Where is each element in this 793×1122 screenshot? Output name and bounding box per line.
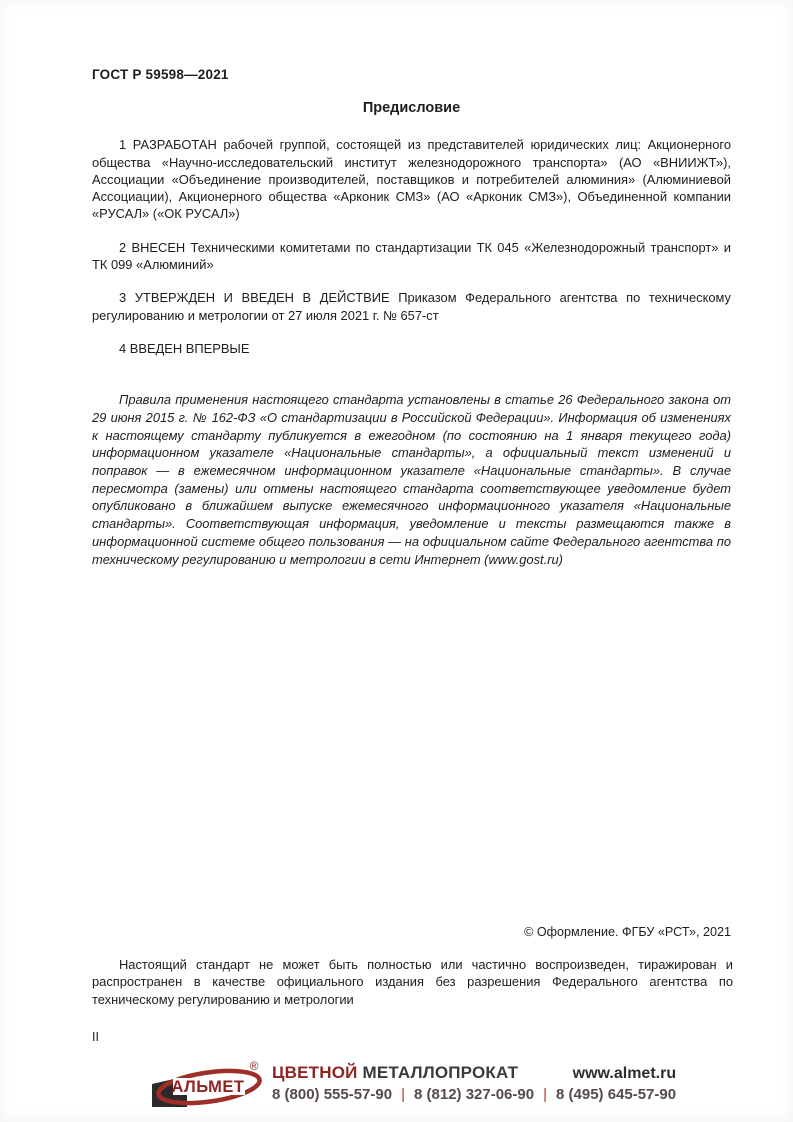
preface-item-2-submitted: 2 ВНЕСЕН Техническими комитетами по стандартизации ТК 045 «Железнодорожный транспорт» и ТК 099 «Алюминий» <box>92 239 731 273</box>
registered-trademark-icon: ® <box>249 1059 259 1073</box>
banner-phones-row <box>272 1086 676 1103</box>
tagline-accent-word: ЦВЕТНОЙ <box>272 1063 358 1082</box>
page-number: II <box>92 1030 99 1044</box>
phone-separator: | <box>543 1086 547 1103</box>
preface-item-3-approved: 3 УТВЕРЖДЕН И ВВЕДЕН В ДЕЙСТВИЕ Приказом Федерального агентства по техническому регулированию и метрологии от 27 июля 2021 г. № 657-ст <box>92 290 731 323</box>
banner-tagline <box>272 1063 518 1083</box>
almet-ad-banner <box>150 1052 677 1114</box>
preface-item-4-first-edition: 4 ВВЕДЕН ВПЕРВЫЕ <box>119 340 250 356</box>
phone-separator: | <box>401 1086 405 1103</box>
phone-number-812: 8 (812) 327-06-90 <box>414 1086 535 1103</box>
phone-number-800: 8 (800) 555-57-90 <box>272 1086 393 1103</box>
banner-text-block <box>272 1063 676 1103</box>
logo-text: АЛЬМЕТ <box>171 1078 245 1096</box>
copyright-line: © Оформление. ФГБУ «РСТ», 2021 <box>524 925 731 939</box>
almet-logo-icon <box>150 1054 268 1112</box>
phone-number-495: 8 (495) 645-57-90 <box>556 1086 677 1103</box>
banner-website-url: www.almet.ru <box>572 1065 677 1082</box>
application-rules-note: Правила применения настоящего стандарта установлены в статье 26 Федерального закона от 29 июня 2015 г. № 162-ФЗ «О стандартизации в Российской Федерации». Информация об изменениях к настоящему стандарту публикуется в ежегодном (по состоянию на 1 января текущего года) информационном указателе «Национальные стандарты», а официальный текст изменений и поправок — в ежемесячном информационном указателе «Национальные стандарты». В случае пересмотра (замены) или отмены настоящего стандарта соответствующее уведомление будет опубликовано в ближайшем выпуске ежемесячного информационного указателя «Национальные стандарты». Соответствующая информация, уведомление и тексты размещаются также в информационной системе общего пользования — на официальном сайте Федерального агентства по техническому регулированию и метрологии в сети Интернет (www.gost.ru) <box>92 392 731 567</box>
preface-title: Предисловие <box>362 100 461 116</box>
document-code: ГОСТ Р 59598—2021 <box>92 67 229 82</box>
banner-tagline-row <box>272 1063 676 1083</box>
tagline-rest-word: МЕТАЛЛОПРОКАТ <box>362 1063 519 1082</box>
preface-content <box>92 100 731 581</box>
reproduction-restriction-note: Настоящий стандарт не может быть полностью или частично воспроизведен, тиражирован и распространен в качестве официального издания без разрешения Федерального агентства по техническому регулированию и метрологии <box>92 957 733 1007</box>
preface-item-1-developed: 1 РАЗРАБОТАН рабочей группой, состоящей из представителей юридических лиц: Акционерного общества «Научно-исследовательский институт железнодорожного транспорта» (АО «ВНИИЖТ»), Ассоциации «Объединение производителей, поставщиков и потребителей алюминия» (Алюминиевой Ассоциации), Акционерного общества «Арконик СМЗ» (АО «Арконик СМЗ»), Объединенной компании «РУСАЛ» («ОК РУСАЛ») <box>92 137 731 222</box>
